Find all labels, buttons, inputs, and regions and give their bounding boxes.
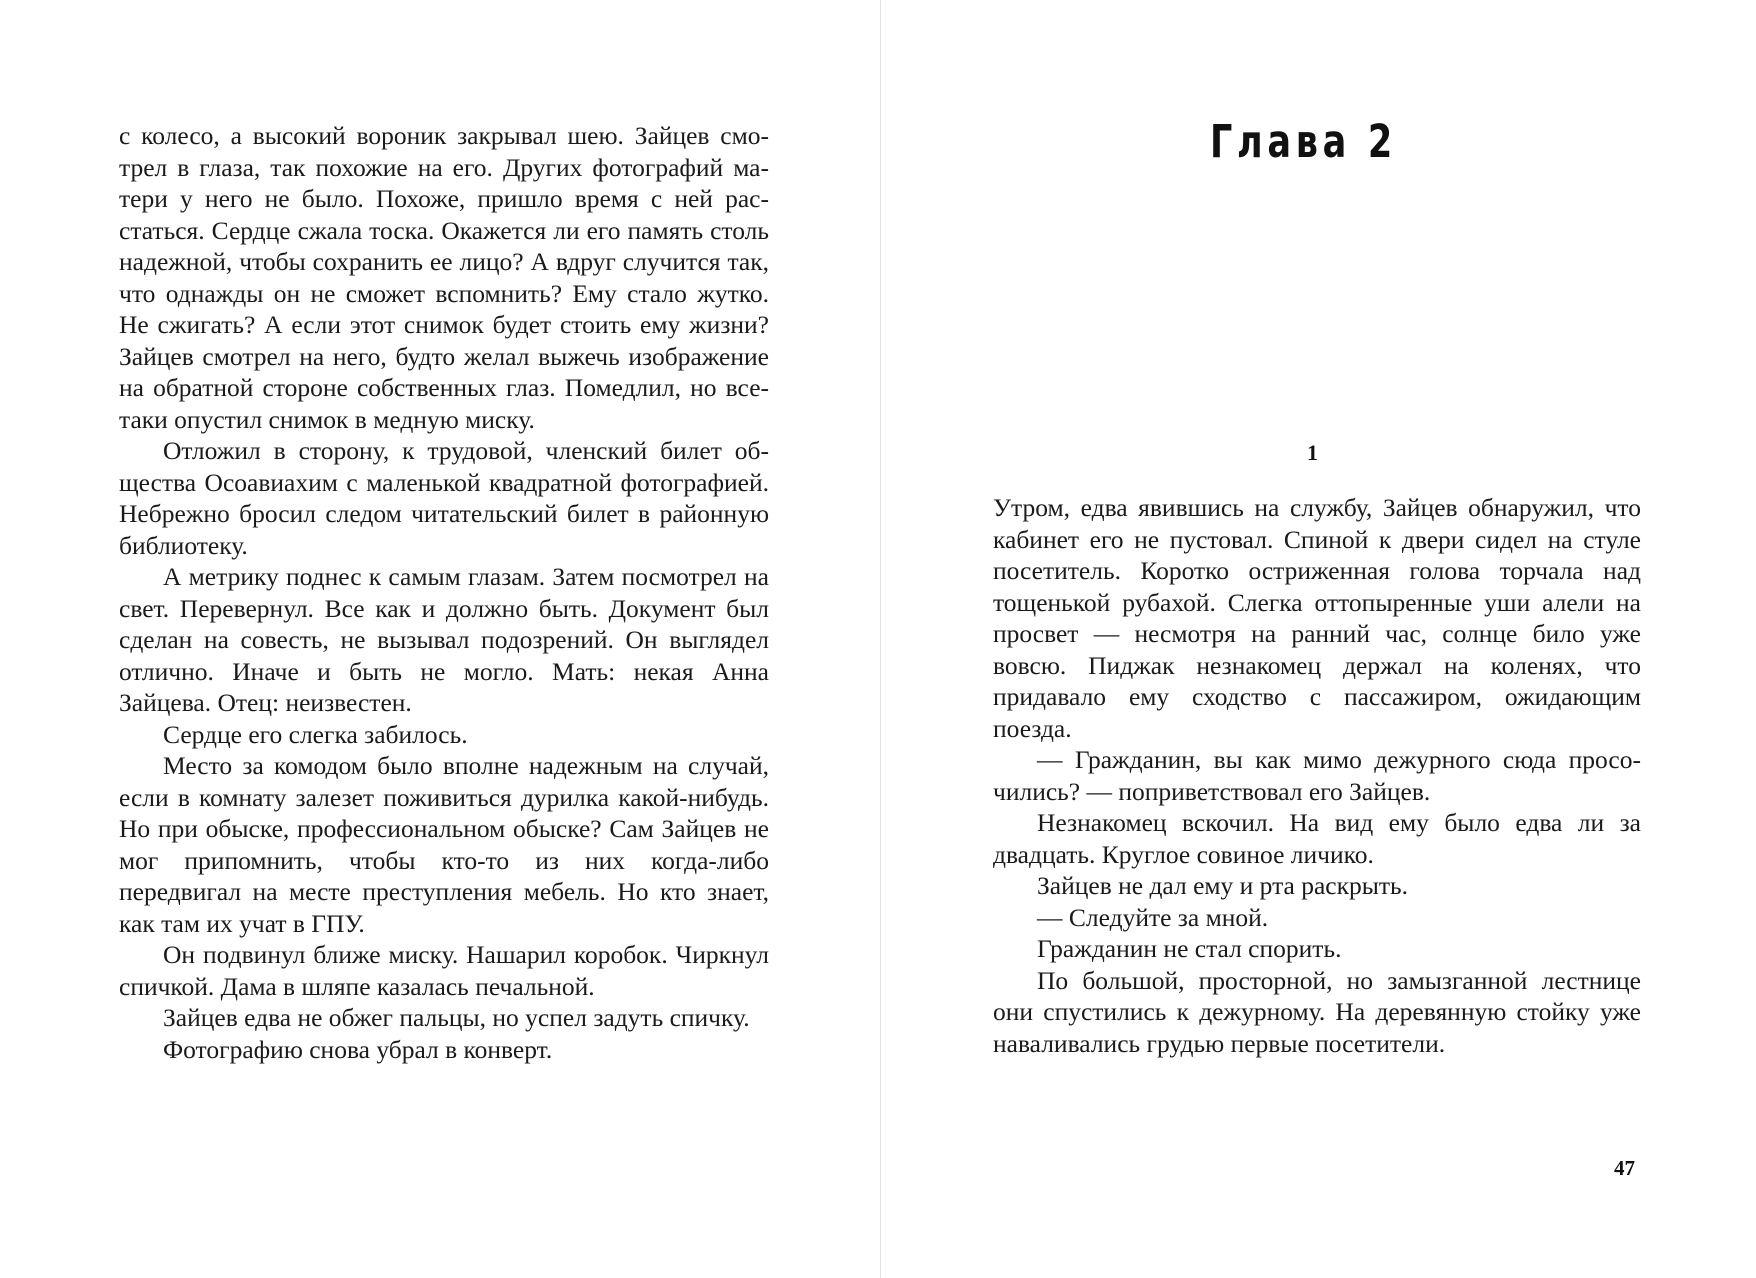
paragraph: По большой, просторной, но замызганной лестнице они спустились к дежурному. На деревянную стойку уже наваливались грудью первые посетители. [993, 965, 1641, 1058]
paragraph: Он подвинул ближе миску. Нашарил коробок. Чиркнул спичкой. Дама в шляпе казалась печальной. [119, 940, 769, 1001]
paragraph: Незнакомец вскочил. На вид ему было едва ли за двадцать. Круглое совиное личико. [993, 808, 1641, 869]
paragraph: Место за комодом было вполне надежным на случай, если в комнату залезет поживиться дурилка какой-нибудь. Но при обыске, профессиональном обыске? Сам Зайцев не мог припомнить, чтобы кто-то из них когда-либо передвигал на месте преступления мебель. Но кто знает, как там их учат в ГПУ. [119, 751, 769, 938]
section-number: 1 [1307, 440, 1318, 465]
paragraph: Отложил в сторону, к трудовой, членский билет общества Осоавиахим с маленькой квадратной фотографией. Небрежно бросил следом читательский билет в районную библиотеку. [119, 436, 769, 560]
paragraph: Зайцев едва не обжег пальцы, но успел задуть спичку. [163, 1003, 750, 1032]
right-page [881, 0, 1756, 1278]
page-number: 47 [1614, 1156, 1635, 1180]
paragraph: Утром, едва явившись на службу, Зайцев обнаружил, что кабинет его не пустовал. Спиной к двери сидел на стуле посетитель. Коротко остриженная голова торчала над тощенькой рубахой. Слегка оттопыренные уши алели на просвет — несмотря на ранний час, солнце било уже вовсю. Пиджак незнакомец держал на коленях, что придавало ему сходство с пассажиром, ожидающим поезда. [993, 493, 1641, 743]
paragraph: Зайцев не дал ему и рта раскрыть. [1037, 871, 1409, 900]
chapter-title: Глава 2 [1209, 115, 1398, 168]
paragraph: с колесо, а высокий вороник закрывал шею. Зайцев смотрел в глаза, так похожие на его. Других фотографий матери у него не было. Похоже, пришло время с ней расстаться. Сердце сжала тоска. Окажется ли его память столь надежной, чтобы сохранить ее лицо? А вдруг случится так, что однажды он не сможет вспомнить? Ему стало жутко. Не сжигать? А если этот снимок будет стоить ему жизни? Зайцев смотрел на него, будто желал выжечь изображение на обратной стороне собственных глаз. Помедлил, но все-таки опустил снимок в медную миску. [119, 121, 769, 434]
paragraph: Фотографию снова убрал в конверт. [163, 1034, 553, 1064]
paragraph: А метрику поднес к самым глазам. Затем посмотрел на свет. Перевернул. Все как и должно быть. Документ был сделан на совесть, не вызывал подозрений. Он выглядел отлично. Иначе и быть не могло. Мать: некая Анна Зайцева. Отец: неизвестен. [119, 562, 769, 717]
paragraph: Сердце его слегка забилось. [163, 719, 468, 749]
paragraph: Гражданин не стал спорить. [1037, 934, 1342, 963]
right-page-text [993, 492, 1641, 1059]
left-page-text [119, 120, 769, 1065]
paragraph: — Гражданин, вы как мимо дежурного сюда просочились? — поприветствовал его Зайцев. [993, 745, 1641, 806]
paragraph: — Следуйте за мной. [1037, 902, 1269, 932]
